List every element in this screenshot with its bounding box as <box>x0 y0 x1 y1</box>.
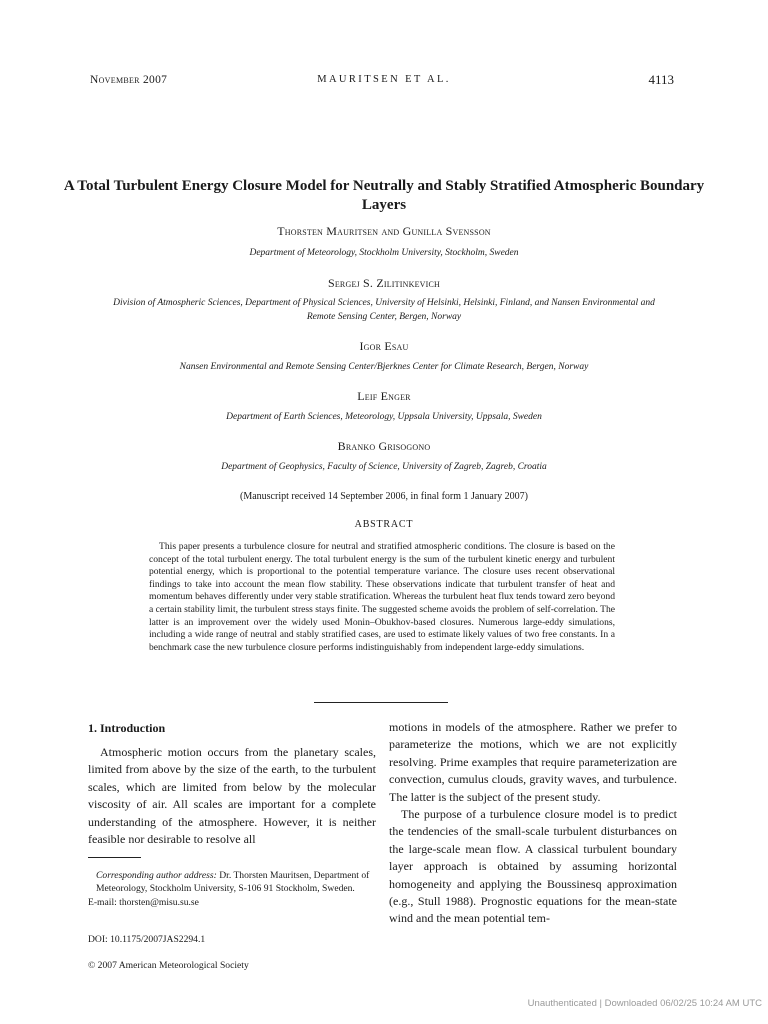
copyright: © 2007 American Meteorological Society <box>88 960 249 971</box>
footnote-rule <box>88 857 141 858</box>
column-left <box>88 744 376 848</box>
section-divider <box>314 702 448 703</box>
author-names: Igor Esau <box>359 339 409 353</box>
author-affiliation: Department of Earth Sciences, Meteorology, Uppsala University, Uppsala, Sweden <box>226 412 542 422</box>
author-names: Thorsten Mauritsen and Gunilla Svensson <box>277 224 491 238</box>
author-affiliation: Division of Atmospheric Sciences, Department of Physical Sciences, University of Helsinki, Helsinki, Finland, and Nansen Environmental and Remote Sensing Center, Bergen, Norway <box>113 298 655 322</box>
intro-paragraph-continued: motions in models of the atmosphere. Rather we prefer to parameterize the motions, which we are not explicitly resolving. Prime examples that require parameterization are convection, cumulus clouds, gravity waves, and turbulence. The latter is the subject of the present study. <box>389 720 677 804</box>
author-names: Leif Enger <box>357 389 411 403</box>
abstract-text: This paper presents a turbulence closure for neutral and stratified atmospheric conditions. The closure is based on the concept of the total turbulent energy. The total turbulent energy is the sum of the turbulent kinetic energy and turbulent potential energy, which is proportional to the potential temperature variance. The closure uses recent observational findings to take into account the mean flow stability. These observations indicate that turbulent transfer of heat and momentum behaves differently under very stable stratification. Whereas the turbulent heat flux tends toward zero beyond a certain stability limit, the turbulent stress stays finite. The suggested scheme avoids the problem of self-correlation. The latter is an improvement over the widely used Monin–Obukhov-based closures. Numerous large-eddy simulations, including a wide range of neutral and stably stratified cases, are used to estimate likely values of two free constants. In a benchmark case the new turbulence closure performs indistinguishably from independent large-eddy simulations. <box>149 541 615 653</box>
intro-paragraph: Atmospheric motion occurs from the planetary scales, limited from above by the size of the earth, to the turbulent scales, which are limited from below by the molecular viscosity of air. All scales are important for a complete understanding of the atmosphere. However, it is neither feasible nor desirable to resolve all <box>88 745 376 847</box>
author-affiliation: Nansen Environmental and Remote Sensing Center/Bjerknes Center for Climate Research, Bergen, Norway <box>179 362 589 372</box>
author-names: Branko Grisogono <box>337 439 431 453</box>
footnote-label: Corresponding author address: <box>96 870 217 881</box>
doi: DOI: 10.1175/2007JAS2294.1 <box>88 934 206 945</box>
intro-paragraph: The purpose of a turbulence closure model is to predict the tendencies of the small-scale turbulent disturbances on the large-scale mean flow. A classical turbulent boundary layer approach is obtained by assuming horizontal homogeneity and applying the Boussinesq approximation (e.g., Stull 1988). Prognostic equations for the mean-state wind and the mean potential tem- <box>389 807 677 926</box>
author-names: Sergej S. Zilitinkevich <box>327 276 441 290</box>
download-watermark: Unauthenticated | Downloaded 06/02/25 10:24 AM UTC <box>527 998 762 1009</box>
corresponding-author-footnote <box>88 869 378 909</box>
running-header-authors: MAURITSEN ET AL. <box>317 74 451 85</box>
page-number: 4113 <box>648 72 674 87</box>
abstract-heading: ABSTRACT <box>354 519 414 530</box>
footnote-address: Dr. Thorsten Mauritsen, Department of Meteorology, Stockholm University, S-106 91 Stockholm, Sweden. <box>96 870 370 895</box>
running-header-date: November 2007 <box>90 74 168 86</box>
paper-title: A Total Turbulent Energy Closure Model for Neutrally and Stably Stratified Atmospheric Boundary Layers <box>63 178 705 213</box>
column-right <box>389 719 677 928</box>
footnote-email: E-mail: thorsten@misu.su.se <box>88 896 199 908</box>
author-affiliation: Department of Meteorology, Stockholm University, Stockholm, Sweden <box>249 248 519 258</box>
author-affiliation: Department of Geophysics, Faculty of Science, University of Zagreb, Zagreb, Croatia <box>221 462 547 472</box>
manuscript-dates: (Manuscript received 14 September 2006, in final form 1 January 2007) <box>240 491 528 502</box>
section-heading-introduction: 1. Introduction <box>88 721 166 735</box>
